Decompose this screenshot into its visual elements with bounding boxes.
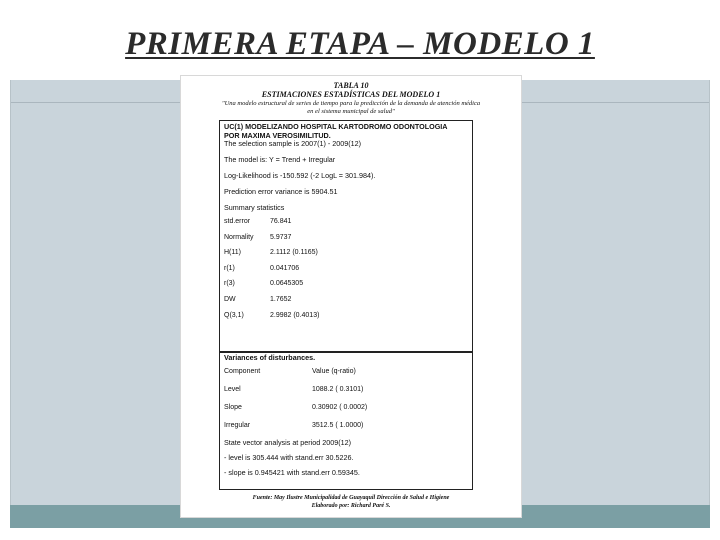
table-footer xyxy=(181,494,521,510)
state-level: - level is 305.444 with stand.err 30.5226. xyxy=(224,453,354,462)
model-output-box xyxy=(219,120,473,352)
summary-list xyxy=(224,218,468,327)
summary-row: r(3) 0.0645305 xyxy=(224,280,304,288)
table-header xyxy=(181,81,521,116)
variance-row: Level 1088.2 ( 0.3101) xyxy=(224,386,364,393)
summary-row: r(1) 0.041706 xyxy=(224,264,300,272)
summary-row: std.error 76.841 xyxy=(224,218,292,225)
variances-title: Variances of disturbances. xyxy=(224,353,316,362)
slide-title: PRIMERA ETAPA – MODELO 1 xyxy=(125,26,595,62)
table-image xyxy=(180,75,522,518)
summary-row: DW 1.7652 xyxy=(224,295,292,303)
variances-header: Component Value (q-ratio) xyxy=(224,368,356,375)
summary-row: Normality 5.9737 xyxy=(224,233,292,241)
summary-row: Q(3,1) 2.9982 (0.4013) xyxy=(224,311,320,319)
table-number: TABLA 10 xyxy=(333,81,369,90)
summary-row: H(11) 2.1112 (0.1165) xyxy=(224,249,318,257)
variance-row: Slope 0.30902 ( 0.0002) xyxy=(224,404,368,411)
summary-title: Summary statistics xyxy=(224,203,285,212)
model-title-line2: POR MAXIMA VEROSIMILITUD. xyxy=(224,131,331,140)
loglik-line: Log-Likelihood is -150.592 (-2 LogL = 301.984). xyxy=(224,171,376,180)
state-slope: - slope is 0.945421 with stand.err 0.59345. xyxy=(224,468,360,477)
sample-line: The selection sample is 2007(1) - 2009(12) xyxy=(224,139,362,148)
source-line: Fuente: May Ilustre Municipalidad de Guayaquil Dirección de Salud e Higiene xyxy=(252,495,450,501)
table-description: "Una modelo estructural de series de tiempo para la predicción de la demanda de atención médica en el sistema municipal de salud" xyxy=(221,100,481,115)
pred-error-line: Prediction error variance is 5904.51 xyxy=(224,187,338,196)
model-line: The model is: Y = Trend + Irregular xyxy=(224,155,336,164)
variance-row: Irregular 3512.5 ( 1.0000) xyxy=(224,422,364,429)
table-name: ESTIMACIONES ESTADÍSTICAS DEL MODELO 1 xyxy=(261,90,441,99)
prepared-line: Elaborado por: Richard Paré S. xyxy=(311,503,391,509)
variances-box xyxy=(219,352,473,490)
state-title: State vector analysis at period 2009(12) xyxy=(224,438,352,447)
model-title-line1: UC(1) MODELIZANDO HOSPITAL KARTODROMO ODONTOLOGIA xyxy=(224,122,448,131)
